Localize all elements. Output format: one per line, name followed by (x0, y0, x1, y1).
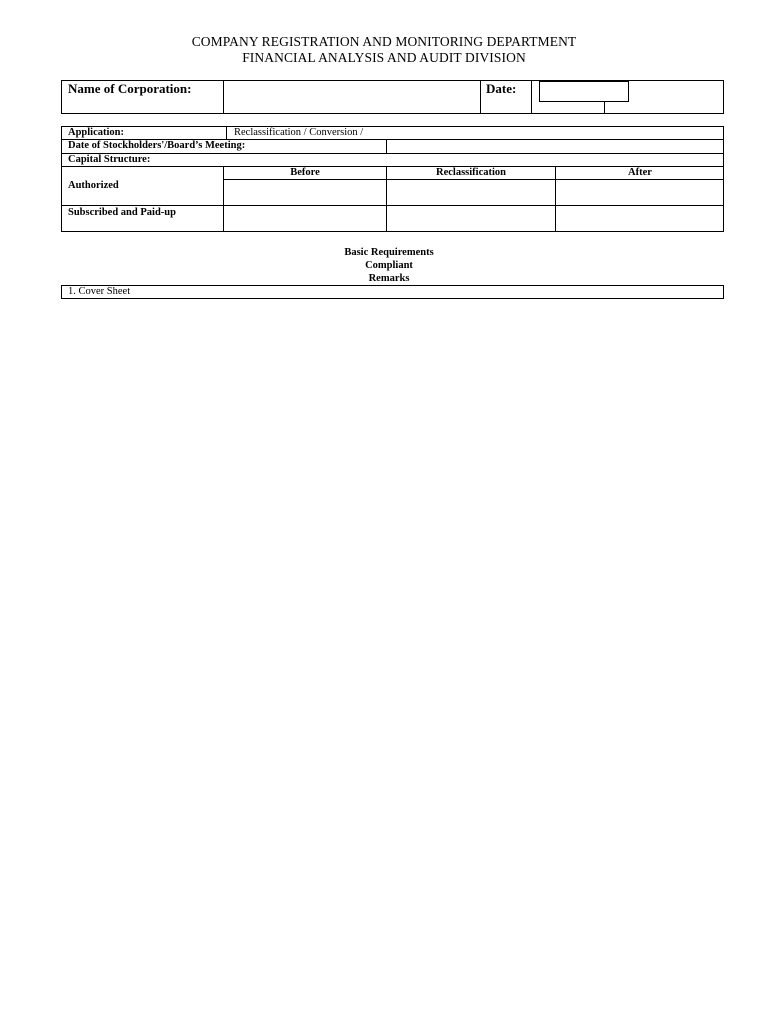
compliant-heading: Compliant (365, 260, 413, 271)
divider (480, 80, 481, 114)
application-value: Reclassification / Conversion / (234, 127, 364, 138)
column-header-after: After (628, 167, 652, 178)
name-of-corporation-label: Name of Corporation: (68, 81, 192, 96)
row-label-authorized: Authorized (68, 180, 119, 191)
application-label: Application: (68, 127, 125, 138)
meeting-date-label: Date of Stockholders'/Board’s Meeting: (68, 140, 246, 151)
row-divider (61, 205, 724, 206)
capital-structure-label: Capital Structure: (68, 154, 151, 165)
requirement-item-cover-sheet: 1. Cover Sheet (68, 286, 131, 297)
subscribed-before-cell[interactable] (225, 207, 385, 231)
subscribed-reclassification-cell[interactable] (388, 207, 554, 231)
division-title: FINANCIAL ANALYSIS AND AUDIT DIVISION (242, 50, 526, 65)
column-header-reclassification: Reclassification (436, 167, 506, 178)
divider (604, 102, 605, 113)
authorized-after-cell[interactable] (557, 181, 723, 204)
department-title: COMPANY REGISTRATION AND MONITORING DEPARTMENT (191, 34, 577, 49)
divider (223, 80, 224, 114)
date-label: Date: (486, 81, 517, 96)
date-field[interactable] (539, 81, 629, 102)
remarks-heading: Remarks (368, 273, 410, 284)
row-divider (61, 153, 724, 154)
requirement-row (61, 285, 724, 299)
col-divider (226, 126, 227, 139)
col-divider (386, 139, 387, 153)
authorized-reclassification-cell[interactable] (388, 181, 554, 204)
authorized-before-cell[interactable] (225, 181, 385, 204)
subscribed-after-cell[interactable] (557, 207, 723, 231)
divider (531, 80, 532, 114)
column-header-before: Before (290, 167, 320, 178)
row-label-subscribed-paid-up: Subscribed and Paid-up (68, 207, 176, 218)
row-divider (223, 179, 724, 180)
meeting-date-field[interactable] (388, 140, 722, 152)
name-of-corporation-field[interactable] (225, 82, 477, 112)
basic-requirements-heading: Basic Requirements (344, 247, 434, 258)
